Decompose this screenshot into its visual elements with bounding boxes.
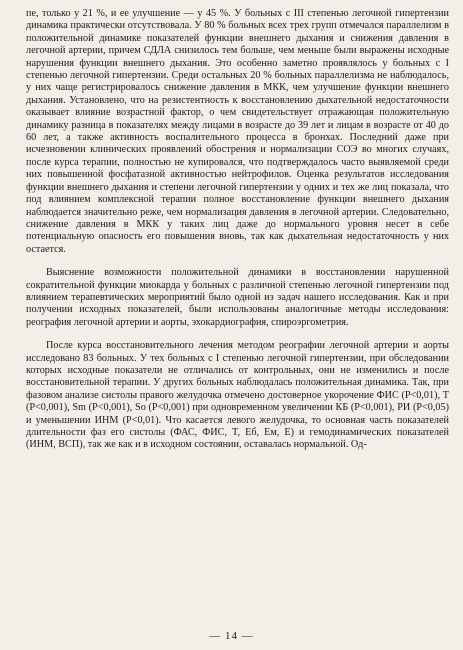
paragraph-gap bbox=[26, 329, 449, 340]
page-number: — 14 — bbox=[209, 630, 254, 642]
paragraph-gap bbox=[26, 256, 449, 267]
paragraph-1: пе, только у 21 %, и ее улучшение — у 45 %. У больных с III степенью легочной гипертензии динамика практически отсутствовала. У 80 % больных всех трех групп отмечался параллелизм в положительной динамике показателей функции внешнего дыхания и снижения давления в легочной артерии, причем СДЛА снизилось тем больше, чем меньше были выражены исходные нарушения функции внешнего дыхания. Это особенно заметно проявлялось у больных с I степенью легочной гипертензии. Среди остальных 20 % больных параллелизма не наблюдалось, у них чаще регистрировалось снижение давления в МКК, чем улучшение функции внешнего дыхания. Установлено, что на резистентность к восстановлению дыхательной недостаточности оказывает влияние возрастной фактор, о чем свидетельствует отражающая положительную динамику разница в показателях между лицами в возрасте до 39 лет и лицам в возрасте от 40 до 60 лет, а также активность воспалительного процесса в бронхах. Последний даже при исчезновении клинических проявлений обострения и нормализации СОЭ во многих случаях, после курса терапии, полностью не купировался, что подтверждалось часто выявляемой среди них повышенной фосфатазной активностью нейтрофилов. Оценка результатов исследования функции внешнего дыхания и степени легочной гипертензии у одних и тех же лиц показала, что под влиянием комплексной терапии полное восстановление функции внешнего дыхания наблюдается значительно реже, чем нормализация давления в легочной артерии. Следовательно, снижение давления в МКК у таких лиц даже до нормального уровня несет в себе потенциальную опасность его повышения вновь, так как дыхательная недостаточность у них остается. bbox=[26, 8, 449, 255]
paragraph-3: После курса восстановительного лечения методом реографии легочной артерии и аорты исследовано 83 больных. У тех больных с I степенью легочной гипертензии, при обследовании которых исходные показатели не отличались от контрольных, они не изменились и после восстановительной терапии. У других больных наблюдалась положительная динамика. Так, при фазовом анализе систолы правого желудочка отмечено достоверное укорочение ФИС (P<0,01), T (P<0,001), Sm (P<0,001), So (P<0,001) при одновременном увеличении КБ (P<0,001), РИ (P<0,05) и уменьшении ИНМ (P<0,01). Что касается левого желудочка, то основная часть показателей длительности фаз его систолы (ФАС, ФИС, T, Еб, Ем, Е) и гемодинамических показателей (ИНМ, ВСП), так же как и в исходном состоянии, оставалась нормальной. Од- bbox=[26, 340, 449, 451]
paragraph-2: Выяснение возможности положительной динамики в восстановлении нарушенной сократительной функции миокарда у больных с различной степенью легочной гипертензии под влиянием терапевтических мероприятий было одной из задач нашего исследования. Как и при получении исходных показателей, были использованы аналогичные методы исследования: реография легочной артерии и аорты, эхокардиография, спироэргометрия. bbox=[26, 267, 449, 328]
